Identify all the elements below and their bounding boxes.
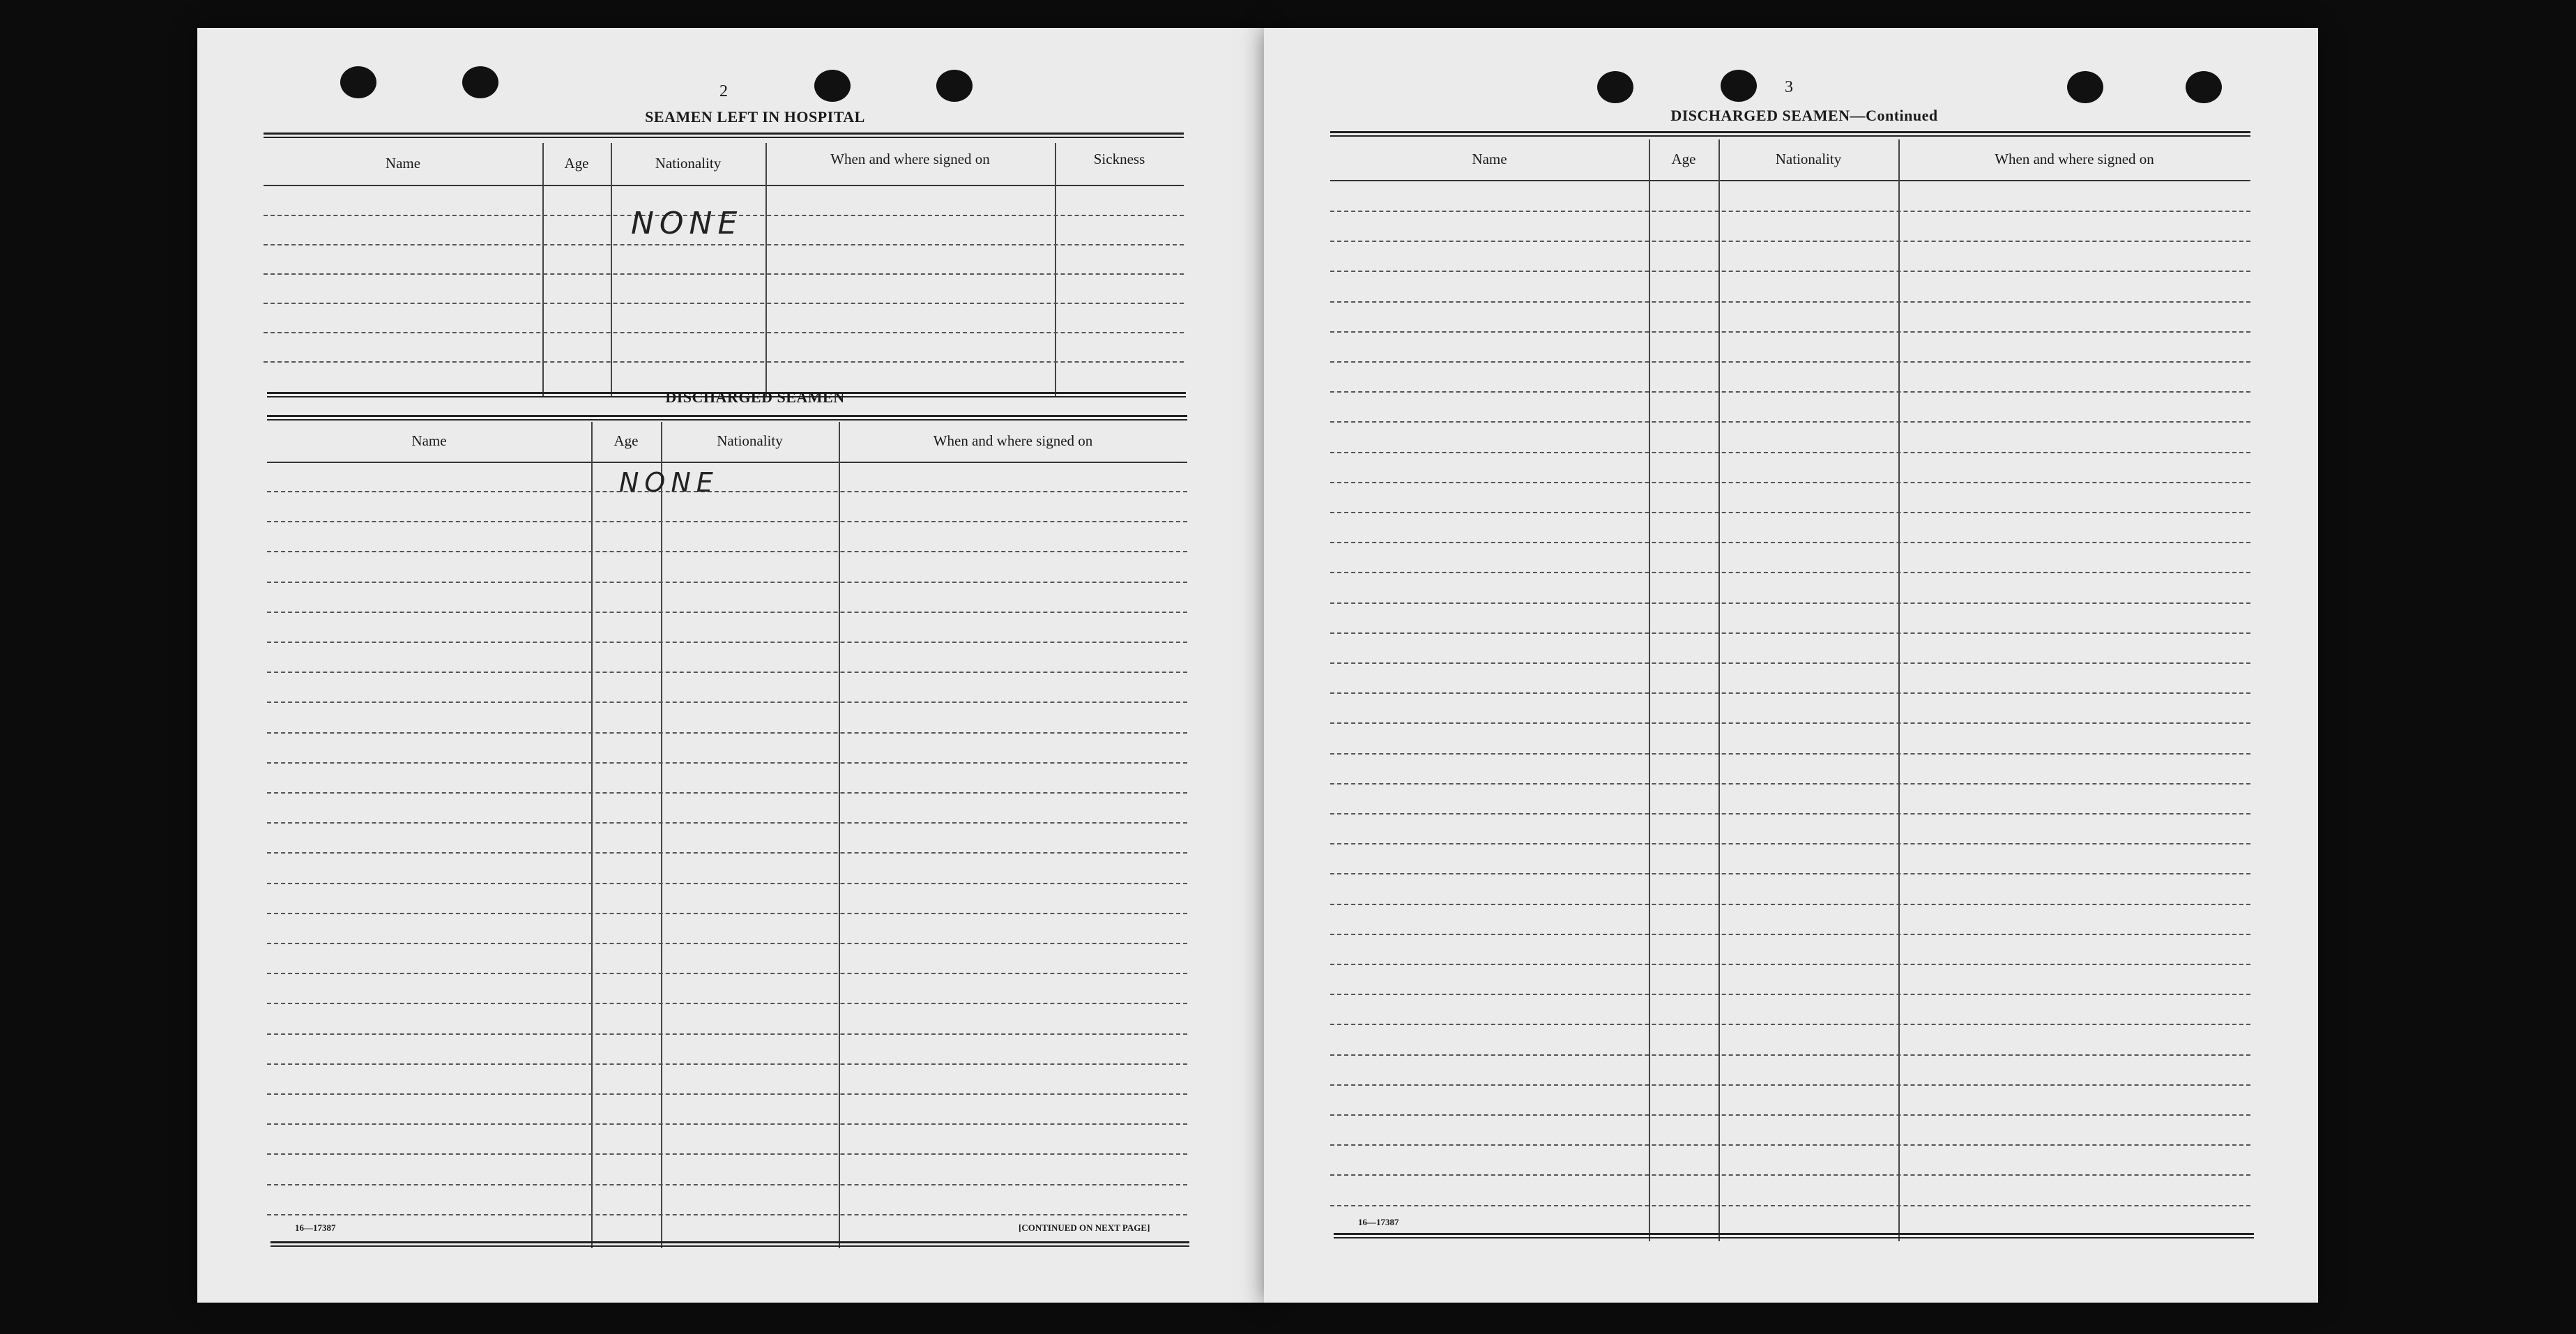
form-number: 16—17387 (295, 1222, 336, 1233)
column-header-age: Age (1671, 151, 1696, 167)
ruled-line (1330, 331, 2250, 333)
ruled-line (1330, 873, 2250, 874)
ruled-line (264, 303, 1184, 304)
punch-hole (2186, 71, 2222, 103)
ruled-line (1330, 1054, 2250, 1056)
column-header-name: Name (385, 155, 421, 172)
column-divider (542, 143, 544, 397)
ruled-line (1330, 301, 2250, 303)
ruled-line (267, 702, 1187, 703)
ruled-line (267, 973, 1187, 974)
left-page (197, 28, 1264, 1303)
table-bottom-rule (1334, 1233, 2254, 1238)
column-divider (1649, 139, 1650, 1241)
ruled-line (1330, 813, 2250, 814)
ruled-line (1330, 482, 2250, 483)
ruled-line (1330, 904, 2250, 905)
ruled-line (264, 273, 1184, 275)
ruled-line (267, 642, 1187, 643)
column-header-nationality: Nationality (1775, 151, 1842, 167)
ruled-line (267, 551, 1187, 552)
ruled-line (267, 913, 1187, 914)
header-rule (264, 185, 1184, 186)
ruled-line (267, 822, 1187, 824)
ruled-line (267, 1184, 1187, 1185)
ruled-line (267, 732, 1187, 734)
column-divider (765, 143, 767, 397)
ruled-line (267, 612, 1187, 613)
ruled-line (267, 521, 1187, 522)
column-divider (1718, 139, 1720, 1241)
ruled-line (267, 1093, 1187, 1095)
table-bottom-rule (270, 1241, 1189, 1247)
column-divider (1898, 139, 1900, 1241)
ruled-line (1330, 361, 2250, 363)
header-rule (1330, 180, 2250, 181)
table-top-rule (1330, 131, 2250, 137)
column-header-name: Name (1472, 151, 1507, 167)
column-header-signed-on: When and where signed on (830, 151, 990, 167)
ruled-line (267, 1033, 1187, 1035)
discharged-section-title: DISCHARGED SEAMEN (665, 388, 845, 406)
column-divider (611, 143, 612, 397)
column-header-sickness: Sickness (1093, 151, 1145, 167)
continued-note: [CONTINUED ON NEXT PAGE] (1019, 1222, 1150, 1233)
ruled-line (1330, 391, 2250, 393)
ruled-line (267, 1153, 1187, 1155)
table-top-rule (267, 415, 1187, 420)
hospital-section-title: SEAMEN LEFT IN HOSPITAL (645, 108, 865, 126)
ruled-line (1330, 692, 2250, 694)
ruled-line (264, 244, 1184, 245)
ruled-line (1330, 211, 2250, 212)
handwritten-entry: NONE (631, 206, 743, 241)
ruled-line (1330, 722, 2250, 724)
column-header-nationality: Nationality (655, 155, 722, 172)
ruled-line (1330, 1114, 2250, 1116)
ruled-line (1330, 1205, 2250, 1206)
ruled-line (1330, 632, 2250, 634)
ruled-line (1330, 753, 2250, 755)
ruled-line (1330, 512, 2250, 513)
ruled-line (1330, 1024, 2250, 1025)
page-number: 3 (1785, 78, 1793, 96)
ruled-line (267, 491, 1187, 492)
ruled-line (1330, 1174, 2250, 1176)
column-header-age: Age (564, 155, 589, 172)
punch-hole (2067, 71, 2103, 103)
ruled-line (1330, 542, 2250, 543)
ruled-line (267, 883, 1187, 884)
ruled-line (267, 582, 1187, 583)
right-page (1264, 28, 2318, 1303)
ruled-line (1330, 1084, 2250, 1086)
punch-hole (1721, 70, 1757, 102)
column-header-age: Age (613, 432, 639, 449)
column-header-signed-on: When and where signed on (1995, 151, 2154, 167)
ruled-line (1330, 271, 2250, 272)
header-rule (267, 462, 1187, 463)
ruled-line (1330, 964, 2250, 965)
ruled-line (1330, 602, 2250, 604)
ruled-line (1330, 572, 2250, 573)
ruled-line (1330, 662, 2250, 664)
column-header-nationality: Nationality (717, 432, 783, 449)
ruled-line (1330, 241, 2250, 242)
punch-hole (814, 70, 851, 102)
ruled-line (1330, 452, 2250, 453)
column-header-signed-on: When and where signed on (933, 432, 1093, 449)
ruled-line (267, 792, 1187, 794)
punch-hole (936, 70, 973, 102)
form-number: 16—17387 (1358, 1217, 1399, 1227)
ruled-line (267, 1063, 1187, 1065)
ruled-line (1330, 843, 2250, 844)
ruled-line (267, 1123, 1187, 1125)
table-top-rule (264, 132, 1184, 138)
handwritten-entry: NONE (619, 467, 719, 498)
ruled-line (267, 1214, 1187, 1215)
section-title: DISCHARGED SEAMEN—Continued (1670, 107, 1938, 124)
ruled-line (1330, 421, 2250, 423)
punch-hole (462, 66, 498, 98)
ruled-line (267, 943, 1187, 944)
ruled-line (1330, 783, 2250, 785)
ruled-line (1330, 1144, 2250, 1146)
ruled-line (267, 672, 1187, 673)
ruled-line (267, 1003, 1187, 1004)
ruled-line (264, 332, 1184, 333)
punch-hole (1597, 71, 1633, 103)
ruled-line (267, 762, 1187, 764)
ruled-line (267, 852, 1187, 854)
column-divider (1055, 143, 1056, 397)
ruled-line (1330, 934, 2250, 935)
page-number: 2 (719, 82, 728, 100)
ruled-line (1330, 994, 2250, 995)
column-header-name: Name (411, 432, 447, 449)
punch-hole (340, 66, 376, 98)
ruled-line (264, 361, 1184, 363)
